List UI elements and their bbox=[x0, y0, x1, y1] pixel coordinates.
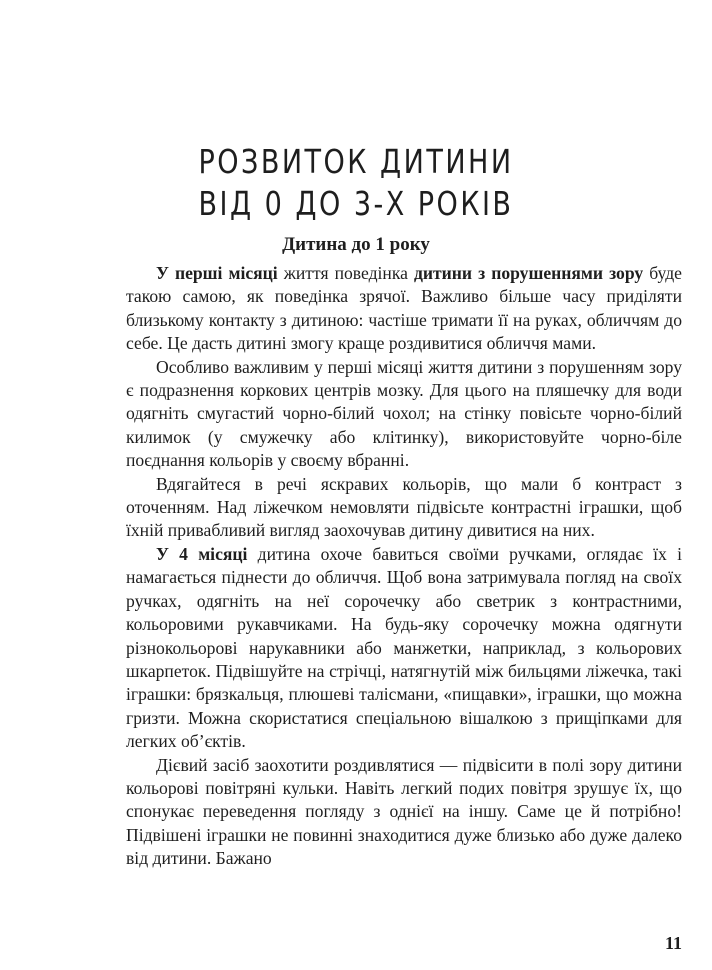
text-run: Особливо важливим у перші місяці життя дитини з порушенням зору є подразнення коркових центрів мозку. Для цього на пляшечку для води одягніть смугастий чорно-білий чохол; на стінку повісьте чорно-білий килимок (у смужечку або клітинку), використовуйте чорно-біле поєднання кольорів у своєму вбранні. bbox=[126, 356, 682, 471]
text-run: Вдягайтеся в речі яскравих кольорів, що мали б контраст з оточенням. Над ліжечком немовляти підвісьте контрастні іграшки, щоб їхній привабливий вигляд заохочував дитину дивитися на них. bbox=[126, 473, 682, 541]
paragraph bbox=[126, 543, 682, 754]
bold-phrase: У перші місяці bbox=[156, 263, 278, 283]
text-run: Дієвий засіб заохотити роздивлятися — підвісити в полі зору дитини кольорові повітряні кульки. Навіть легкий подих повітря зрушує їх, що спонукає переведення погляду з однієї на іншу. Саме це й потрібно! Підвішені іграшки не повинні знаходитися дуже близько або дуже далеко від дитини. Бажано bbox=[126, 754, 682, 869]
text-run: буде такою самою, як поведінка зрячої. Важливо більше часу приділяти близькому контакту з дитиною: частіше тримати її на руках, обличчям до себе. Це дасть дитині змогу краще роздивитися обличчя мами. bbox=[126, 263, 682, 354]
paragraph bbox=[126, 262, 682, 356]
chapter-title-line-2: ВІД 0 ДО 3-Х РОКІВ bbox=[198, 184, 514, 223]
text-run: життя поведінка bbox=[277, 263, 414, 283]
page-number: 11 bbox=[664, 933, 682, 953]
text-run: дитина охоче бавиться своїми ручками, оглядає їх і намагається піднести до обличчя. Щоб вона затримувала погляд на своїх ручках, одягніть на неї сорочечку або светрик з контрастними, кольоровими рукавчиками. На будь-яку сорочечку можна одягнути різнокольорові нарукавники або манжетки, наприклад, з кольорових шкарпеток. Підвішуйте на стрічці, натягнутій між бильцями ліжечка, такі іграшки: брязкальця, плюшеві талісмани, «пищавки», іграшки, що можна гризти. Можна скористатися спеціальною вішалкою з прищіпками для легких об’єктів. bbox=[126, 543, 682, 752]
section-heading: Дитина до 1 року bbox=[282, 234, 430, 255]
bold-phrase: У 4 місяці bbox=[156, 543, 248, 564]
paragraph bbox=[126, 356, 682, 473]
bold-phrase: дитини з порушеннями зору bbox=[413, 263, 644, 283]
body-text bbox=[126, 262, 682, 871]
chapter-title-line-1: РОЗВИТОК ДИТИНИ bbox=[198, 142, 514, 181]
paragraph bbox=[126, 754, 682, 871]
paragraph bbox=[126, 473, 682, 543]
